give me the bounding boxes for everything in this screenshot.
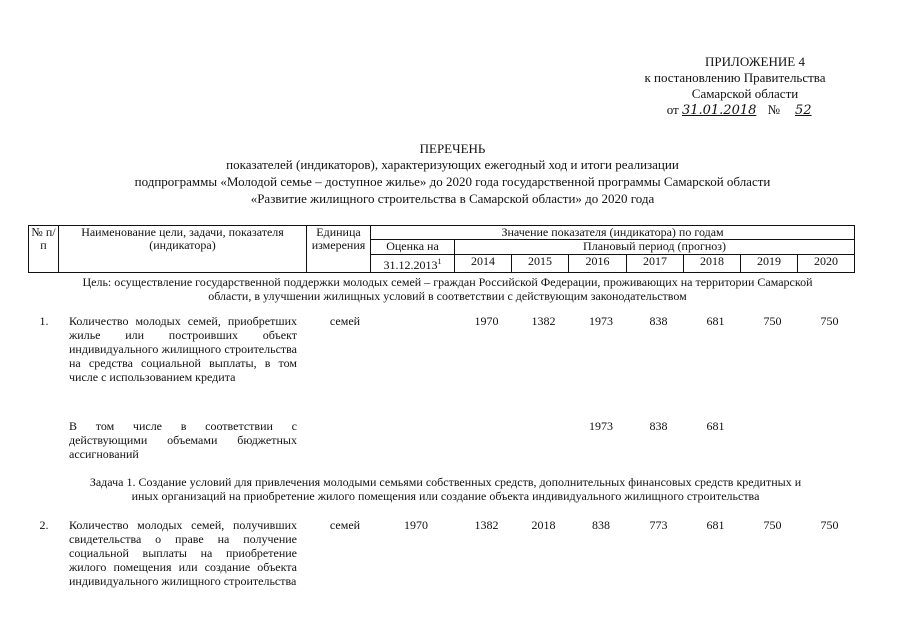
header-year: 2015	[512, 254, 569, 272]
header-unit: Единица измерения	[307, 226, 371, 273]
subtitle-line3: «Развитие жилищного строительства в Самарской области» до 2020 года	[250, 191, 655, 206]
row-description: Количество молодых семей, приобретших жилье или построивших объект индивидуального жилищного строительства на средства социальной выплаты, в том числе с использованием кредита	[69, 314, 297, 384]
value-2015: 1382	[531, 314, 556, 328]
header-year: 2014	[455, 254, 512, 272]
value-2019: 750	[763, 518, 782, 532]
row-index: 2.	[39, 518, 49, 532]
value-2019: 750	[763, 314, 782, 328]
row-unit: семей	[329, 518, 361, 532]
value-2016: 1973	[589, 419, 613, 433]
task-text	[28, 475, 863, 503]
appendix-title: ПРИЛОЖЕНИЕ 4	[705, 54, 805, 69]
value-2017: 773	[649, 518, 668, 532]
task-line2: иных организаций на приобретение жилого помещения или создание объекта индивидуального жилищного строительства	[131, 489, 760, 503]
appendix-date-line	[600, 102, 870, 119]
header-estimate: Оценка на	[371, 240, 455, 254]
header-year: 2016	[569, 254, 627, 272]
goal-text	[40, 275, 855, 303]
value-2017: 838	[649, 314, 668, 328]
row-description: В том числе в соответствии с действующими объемами бюджетных ассигнований	[69, 419, 297, 461]
from-label: от	[666, 102, 679, 117]
header-estimate-date: 31.12.2013$^1$	[371, 254, 455, 272]
table-header	[28, 225, 854, 273]
value-2020: 750	[820, 314, 839, 328]
value-estimate: 1970	[404, 518, 428, 532]
appendix-line2: к постановлению Правительства	[644, 70, 826, 85]
subtitle-line1: показателей (индикаторов), характеризующих ежегодный ход и итоги реализации	[226, 157, 679, 172]
appendix-line3: Самарской области	[691, 86, 799, 101]
handwritten-date: 31.01.2018	[681, 103, 757, 118]
value-2017: 838	[649, 419, 668, 433]
header-planned: Плановый период (прогноз)	[455, 240, 855, 254]
row-description: Количество молодых семей, получивших свидетельства о праве на получение социальной выплаты на приобретение жилого помещения или создание объекта индивидуального жилищного строительства	[69, 518, 297, 588]
handwritten-number: 52	[795, 103, 812, 118]
header-year: 2018	[684, 254, 741, 272]
header-year: 2020	[798, 254, 855, 272]
appendix-block	[600, 54, 870, 119]
row-unit: семей	[329, 314, 361, 328]
value-2020: 750	[820, 518, 839, 532]
goal-line1: Цель: осуществление государственной поддержки молодых семей – граждан Российской Федерации, проживающих на территории Самарской	[82, 275, 813, 289]
value-2018: 681	[706, 518, 725, 532]
number-label: №	[767, 102, 781, 117]
value-2014: 1382	[474, 518, 499, 532]
header-year: 2019	[741, 254, 798, 272]
value-2016: 1973	[589, 314, 613, 328]
header-values: Значение показателя (индикатора) по годам	[371, 226, 855, 240]
task-line1: Задача 1. Создание условий для привлечения молодыми семьями собственных средств, дополнительных финансовых средств кредитных и	[89, 475, 802, 489]
goal-line2: области, в улучшении жилищных условий в соответствии с действующим законодательством	[208, 289, 687, 303]
value-2016: 838	[592, 518, 610, 532]
row-index: 1.	[39, 314, 49, 328]
header-year: 2017	[627, 254, 684, 272]
header-name: Наименование цели, задачи, показателя (индикатора)	[59, 226, 307, 273]
page-title: ПЕРЕЧЕНЬ	[419, 141, 486, 156]
value-2014: 1970	[474, 314, 499, 328]
value-2018: 681	[706, 314, 725, 328]
header-num: № п/п	[29, 226, 59, 273]
subtitle-line2: подпрограммы «Молодой семье – доступное жилье» до 2020 года государственной программы Самарской области	[134, 174, 771, 189]
value-2015: 2018	[531, 518, 556, 532]
value-2018: 681	[706, 419, 725, 433]
